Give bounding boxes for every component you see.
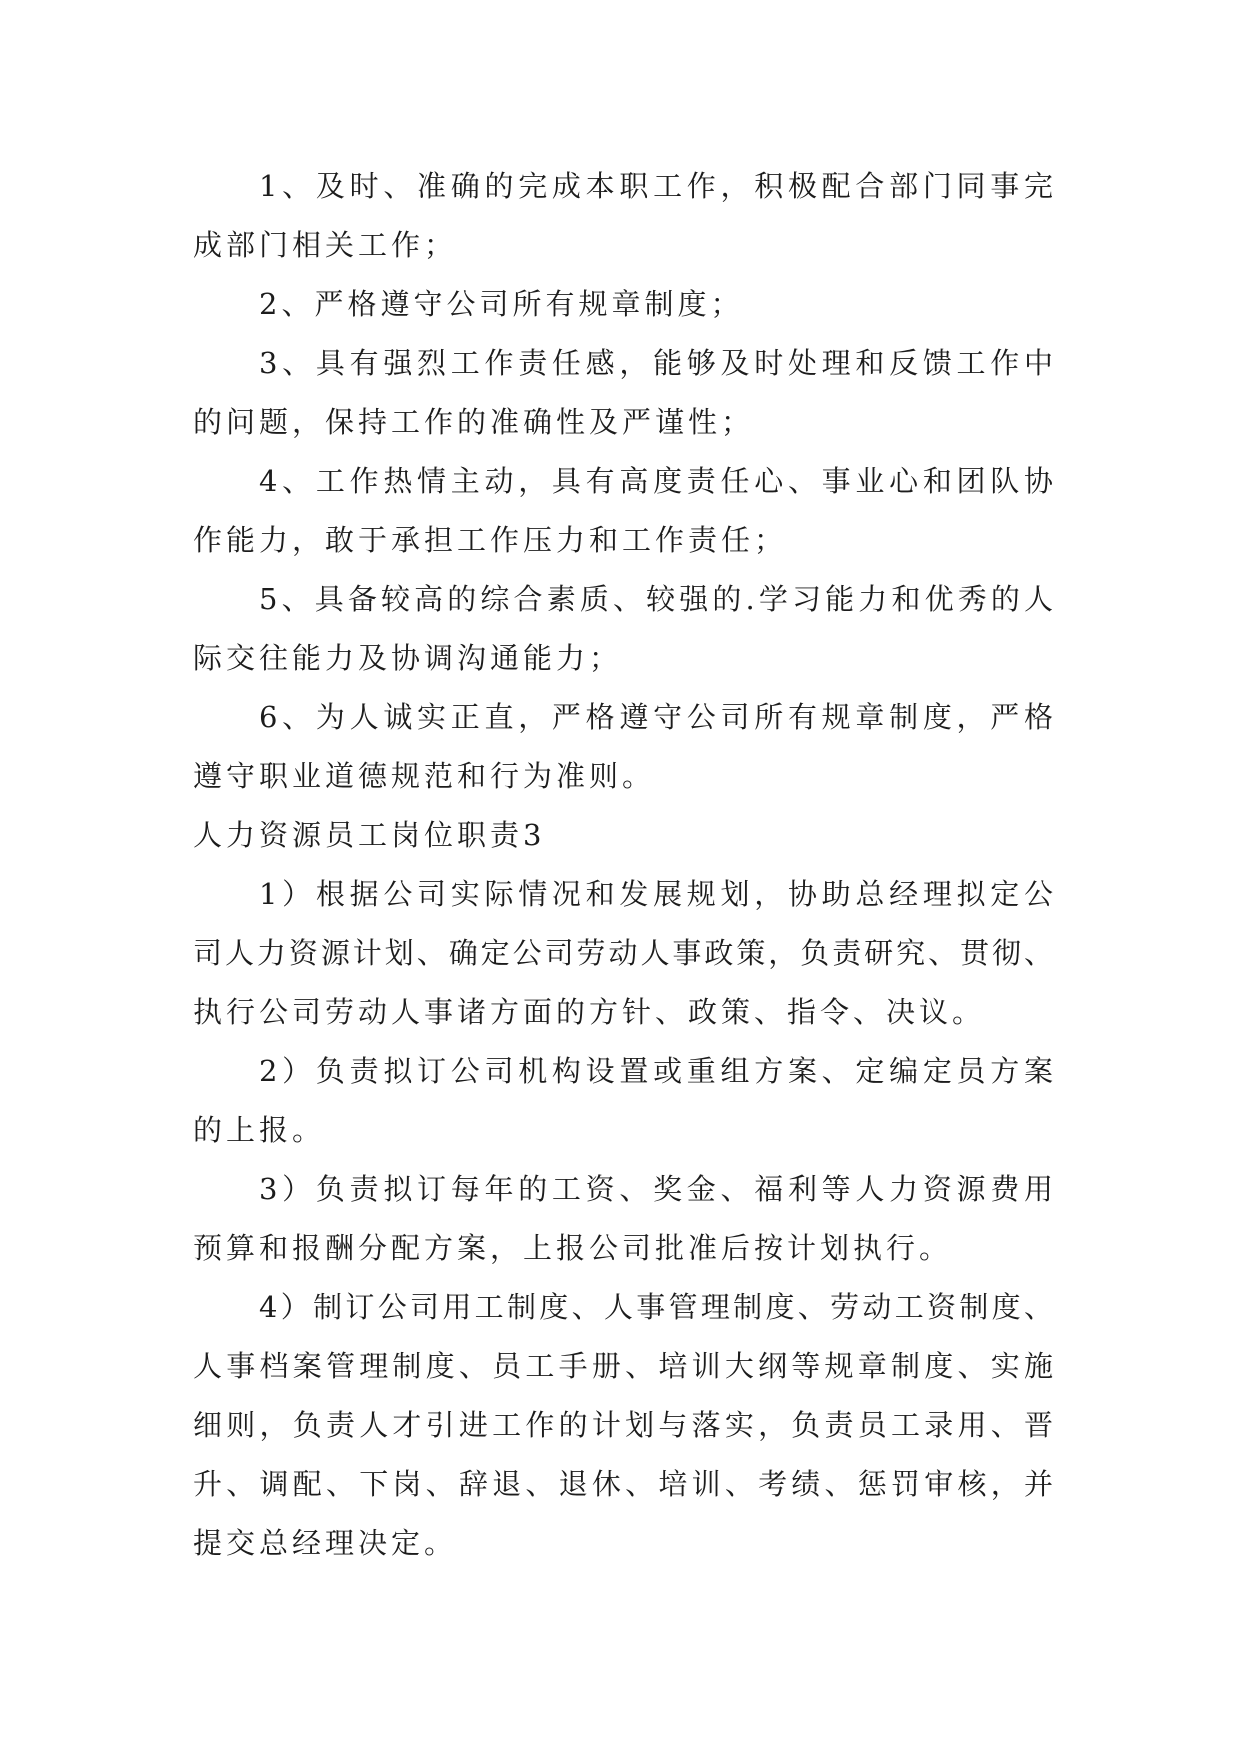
paragraph-line: 1、及时、准确的完成本职工作，积极配合部门同事完 <box>259 169 1054 203</box>
duty-item <box>193 334 1054 452</box>
paragraph-line: 的问题，保持工作的准确性及严谨性； <box>193 405 755 439</box>
paragraph-line: 作能力，敢于承担工作压力和工作责任； <box>193 523 788 557</box>
paragraph-line: 遵守职业道德规范和行为准则。 <box>193 759 656 793</box>
paragraph-line: 的上报。 <box>193 1113 326 1147</box>
paragraph-line: 3、具有强烈工作责任感，能够及时处理和反馈工作中 <box>259 346 1054 380</box>
duty-item <box>193 452 1054 570</box>
paragraph-line: 2）负责拟订公司机构设置或重组方案、定编定员方案 <box>259 1054 1054 1088</box>
paragraph-line: 人事档案管理制度、员工手册、培训大纲等规章制度、实施 <box>193 1349 1054 1383</box>
duty-item <box>193 570 1054 688</box>
paragraph-line: 1）根据公司实际情况和发展规划，协助总经理拟定公 <box>259 877 1054 911</box>
responsibility-item <box>193 1278 1054 1573</box>
paragraph-line: 2、严格遵守公司所有规章制度； <box>259 287 744 321</box>
paragraph-line: 际交往能力及协调沟通能力； <box>193 641 623 675</box>
paragraph-line: 成部门相关工作； <box>193 228 458 262</box>
paragraph-line: 预算和报酬分配方案，上报公司批准后按计划执行。 <box>193 1231 953 1265</box>
responsibility-item <box>193 1042 1054 1160</box>
paragraph-line: 司人力资源计划、确定公司劳动人事政策，负责研究、贯彻、 <box>193 936 1054 970</box>
responsibility-item <box>193 1160 1054 1278</box>
duty-item <box>193 688 1054 806</box>
paragraph-line: 4、工作热情主动，具有高度责任心、事业心和团队协 <box>259 464 1054 498</box>
paragraph-line: 升、调配、下岗、辞退、退休、培训、考绩、惩罚审核，并 <box>193 1467 1054 1501</box>
paragraph-line: 5、具备较高的综合素质、较强的.学习能力和优秀的人 <box>259 582 1054 616</box>
paragraph-line: 4）制订公司用工制度、人事管理制度、劳动工资制度、 <box>259 1290 1054 1324</box>
responsibility-item <box>193 865 1054 1042</box>
duty-item <box>193 275 1054 334</box>
paragraph-line: 3）负责拟订每年的工资、奖金、福利等人力资源费用 <box>259 1172 1054 1206</box>
duty-item <box>193 157 1054 275</box>
section-heading: 人力资源员工岗位职责3 <box>193 818 546 852</box>
paragraph-line: 执行公司劳动人事诸方面的方针、政策、指令、决议。 <box>193 995 986 1029</box>
document-body <box>193 157 1054 1573</box>
paragraph-line: 细则，负责人才引进工作的计划与落实，负责员工录用、晋 <box>193 1408 1054 1442</box>
paragraph-line: 提交总经理决定。 <box>193 1526 458 1560</box>
paragraph-line: 6、为人诚实正直，严格遵守公司所有规章制度，严格 <box>259 700 1054 734</box>
